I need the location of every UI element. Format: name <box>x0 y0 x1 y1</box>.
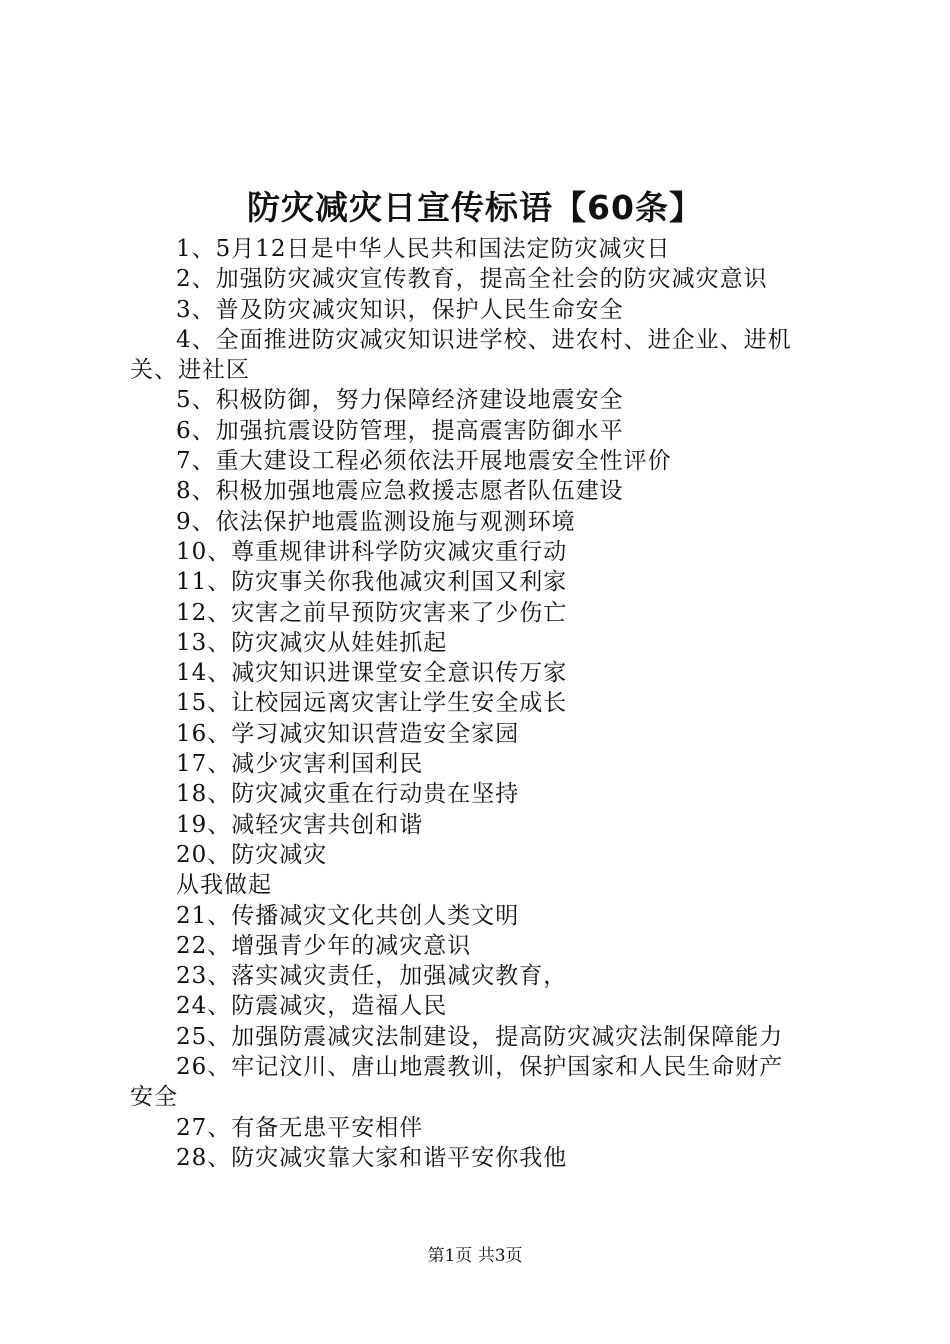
slogan-line: 9、依法保护地震监测设施与观测环境 <box>176 508 576 535</box>
slogan-line: 11、防灾事关你我他减灾利国又利家 <box>176 569 568 596</box>
slogan-line: 3、普及防灾减灾知识，保护人民生命安全 <box>176 296 624 323</box>
slogan-line: 15、让校园远离灾害让学生安全成长 <box>176 690 568 717</box>
page-title: 防灾减灾日宣传标语【60条】 <box>247 188 703 227</box>
slogan-line: 19、减轻灾害共创和谐 <box>176 811 424 838</box>
slogan-line: 20、防灾减灾 <box>176 841 328 868</box>
slogan-line: 8、积极加强地震应急救援志愿者队伍建设 <box>176 478 624 505</box>
slogan-line: 13、防灾减灾从娃娃抓起 <box>176 629 448 656</box>
slogan-line-continuation: 关、进社区 <box>130 357 250 384</box>
slogan-line: 24、防震减灾，造福人民 <box>176 993 448 1020</box>
slogan-line-continuation: 安全 <box>130 1084 178 1111</box>
page-footer: 第1页 共3页 <box>427 1246 523 1266</box>
slogan-list <box>130 234 830 1173</box>
slogan-line: 从我做起 <box>176 872 272 899</box>
slogan-line: 26、牢记汶川、唐山地震教训，保护国家和人民生命财产 <box>176 1054 784 1081</box>
slogan-line: 25、加强防震减灾法制建设，提高防灾减灾法制保障能力 <box>176 1023 784 1050</box>
slogan-line: 27、有备无患平安相伴 <box>176 1114 424 1141</box>
slogan-line: 21、传播减灾文化共创人类文明 <box>176 902 520 929</box>
slogan-line: 7、重大建设工程必须依法开展地震安全性评价 <box>176 448 672 475</box>
slogan-line: 23、落实减灾责任，加强减灾教育， <box>176 963 568 990</box>
slogan-line: 18、防灾减灾重在行动贵在坚持 <box>176 781 520 808</box>
slogan-line: 16、学习减灾知识营造安全家园 <box>176 720 520 747</box>
slogan-line: 12、灾害之前早预防灾害来了少伤亡 <box>176 599 568 626</box>
slogan-line: 28、防灾减灾靠大家和谐平安你我他 <box>176 1144 568 1171</box>
slogan-line: 17、减少灾害利国利民 <box>176 751 424 778</box>
slogan-line: 10、尊重规律讲科学防灾减灾重行动 <box>176 538 568 565</box>
slogan-line: 5、积极防御，努力保障经济建设地震安全 <box>176 387 624 414</box>
slogan-line: 1、5月12日是中华人民共和国法定防灾减灾日 <box>176 236 671 262</box>
slogan-line: 4、全面推进防灾减灾知识进学校、进农村、进企业、进机 <box>176 326 792 353</box>
slogan-line: 22、增强青少年的减灾意识 <box>176 932 472 959</box>
slogan-line: 2、加强防灾减灾宣传教育，提高全社会的防灾减灾意识 <box>176 266 768 293</box>
slogan-line: 14、减灾知识进课堂安全意识传万家 <box>176 660 568 687</box>
slogan-line: 6、加强抗震设防管理，提高震害防御水平 <box>176 417 624 444</box>
